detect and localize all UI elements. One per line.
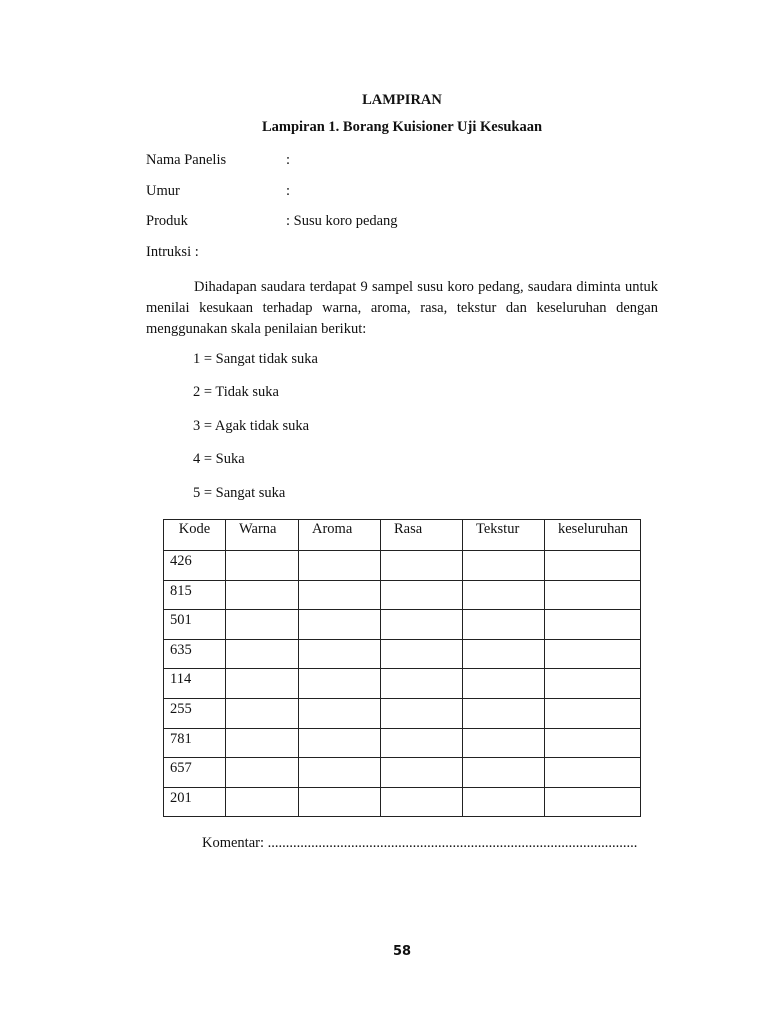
rating-cell-aroma[interactable] xyxy=(299,758,381,788)
rating-cell-warna[interactable] xyxy=(226,728,299,758)
rating-cell-tekstur[interactable] xyxy=(463,639,545,669)
rating-cell-warna[interactable] xyxy=(226,787,299,817)
rating-cell-aroma[interactable] xyxy=(299,728,381,758)
rating-cell-warna[interactable] xyxy=(226,580,299,610)
table-row xyxy=(164,639,641,669)
header-tekstur: Tekstur xyxy=(463,520,545,551)
sample-code: 255 xyxy=(164,698,226,728)
rating-cell-tekstur[interactable] xyxy=(463,698,545,728)
scale-item-5: 5 = Sangat suka xyxy=(193,485,286,501)
table-row xyxy=(164,787,641,817)
rating-cell-rasa[interactable] xyxy=(381,758,463,788)
header-keseluruhan: keseluruhan xyxy=(545,520,641,551)
comment-line: Komentar: ...................................................................................................... xyxy=(202,835,638,851)
rating-cell-keseluruhan[interactable] xyxy=(545,787,641,817)
field-value-nama-panelis: : xyxy=(286,152,291,168)
rating-cell-rasa[interactable] xyxy=(381,639,463,669)
table-row xyxy=(164,580,641,610)
rating-cell-tekstur[interactable] xyxy=(463,728,545,758)
rating-cell-aroma[interactable] xyxy=(299,639,381,669)
instruction-paragraph: Dihadapan saudara terdapat 9 sampel susu koro pedang, saudara diminta untuk menilai kesukaan terhadap warna, aroma, rasa, tekstur dan keseluruhan dengan menggunakan skala penilaian berikut: xyxy=(146,279,658,337)
table-row xyxy=(164,758,641,788)
rating-cell-rasa[interactable] xyxy=(381,669,463,699)
rating-cell-aroma[interactable] xyxy=(299,698,381,728)
rating-cell-warna[interactable] xyxy=(226,698,299,728)
rating-cell-tekstur[interactable] xyxy=(463,787,545,817)
page-subheading: Lampiran 1. Borang Kuisioner Uji Kesukaan xyxy=(261,119,543,135)
sample-code: 201 xyxy=(164,787,226,817)
scale-item-2: 2 = Tidak suka xyxy=(193,384,279,400)
table-row xyxy=(164,610,641,640)
rating-cell-aroma[interactable] xyxy=(299,669,381,699)
rating-cell-keseluruhan[interactable] xyxy=(545,698,641,728)
sample-code: 635 xyxy=(164,639,226,669)
rating-cell-warna[interactable] xyxy=(226,758,299,788)
rating-cell-rasa[interactable] xyxy=(381,728,463,758)
rating-cell-tekstur[interactable] xyxy=(463,669,545,699)
table-row xyxy=(164,669,641,699)
rating-cell-aroma[interactable] xyxy=(299,610,381,640)
rating-cell-aroma[interactable] xyxy=(299,580,381,610)
rating-cell-rasa[interactable] xyxy=(381,787,463,817)
rating-cell-keseluruhan[interactable] xyxy=(545,580,641,610)
field-value-produk: : Susu koro pedang xyxy=(286,213,398,229)
rating-cell-keseluruhan[interactable] xyxy=(545,551,641,581)
rating-cell-tekstur[interactable] xyxy=(463,551,545,581)
page-number: 58 xyxy=(392,944,412,959)
rating-cell-aroma[interactable] xyxy=(299,551,381,581)
table-row xyxy=(164,551,641,581)
sample-code: 781 xyxy=(164,728,226,758)
field-label-produk: Produk xyxy=(146,213,188,229)
sample-code: 657 xyxy=(164,758,226,788)
header-rasa: Rasa xyxy=(381,520,463,551)
sample-code: 501 xyxy=(164,610,226,640)
rating-table xyxy=(163,519,641,817)
rating-cell-warna[interactable] xyxy=(226,610,299,640)
table-row xyxy=(164,728,641,758)
rating-cell-rasa[interactable] xyxy=(381,580,463,610)
table-header-row xyxy=(164,520,641,551)
rating-cell-keseluruhan[interactable] xyxy=(545,669,641,699)
table-row xyxy=(164,698,641,728)
rating-cell-tekstur[interactable] xyxy=(463,610,545,640)
rating-cell-rasa[interactable] xyxy=(381,698,463,728)
header-warna: Warna xyxy=(226,520,299,551)
rating-cell-warna[interactable] xyxy=(226,639,299,669)
rating-cell-warna[interactable] xyxy=(226,551,299,581)
rating-cell-rasa[interactable] xyxy=(381,610,463,640)
sample-code: 815 xyxy=(164,580,226,610)
header-aroma: Aroma xyxy=(299,520,381,551)
instruction-label: Intruksi : xyxy=(146,244,199,260)
rating-cell-keseluruhan[interactable] xyxy=(545,639,641,669)
rating-cell-warna[interactable] xyxy=(226,669,299,699)
rating-cell-aroma[interactable] xyxy=(299,787,381,817)
rating-cell-tekstur[interactable] xyxy=(463,758,545,788)
field-label-nama-panelis: Nama Panelis xyxy=(146,152,227,168)
scale-item-3: 3 = Agak tidak suka xyxy=(193,418,310,434)
rating-cell-tekstur[interactable] xyxy=(463,580,545,610)
sample-code: 114 xyxy=(164,669,226,699)
scale-item-1: 1 = Sangat tidak suka xyxy=(193,351,318,367)
header-kode: Kode xyxy=(164,520,226,551)
sample-code: 426 xyxy=(164,551,226,581)
rating-cell-keseluruhan[interactable] xyxy=(545,758,641,788)
field-value-umur: : xyxy=(286,183,291,199)
scale-item-4: 4 = Suka xyxy=(193,451,245,467)
field-label-umur: Umur xyxy=(146,183,180,199)
rating-cell-keseluruhan[interactable] xyxy=(545,610,641,640)
rating-cell-rasa[interactable] xyxy=(381,551,463,581)
rating-cell-keseluruhan[interactable] xyxy=(545,728,641,758)
page-heading: LAMPIRAN xyxy=(362,92,442,108)
